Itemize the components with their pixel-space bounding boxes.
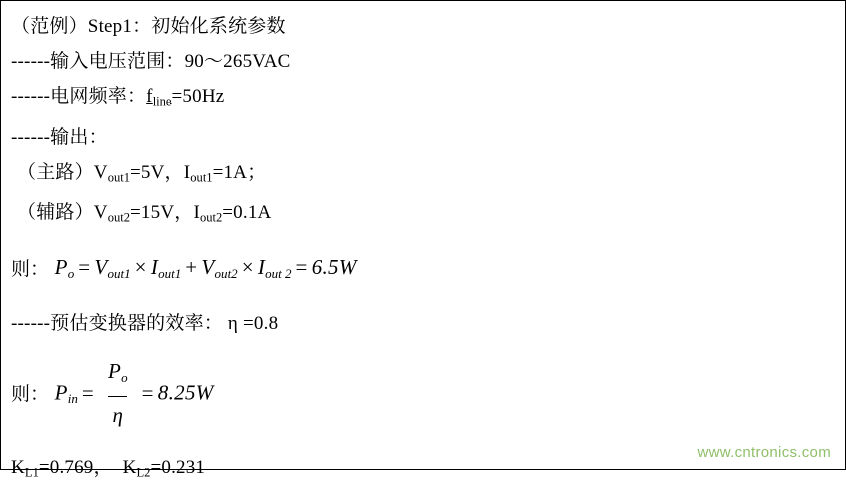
line-title: （范例）Step1：初始化系统参数: [11, 16, 286, 37]
grid-frequency-symbol: $f_{line}$: [146, 86, 172, 109]
equation-output-power-expression: $P_o = V_{out1} \times I_{out1} + V_{out2} \times I_{out 2} = 6.5W$: [49, 254, 357, 281]
equation-output-power-lead: 则：: [11, 259, 50, 281]
grid-frequency-value: =50Hz: [171, 86, 225, 107]
grid-frequency-prefix: ------电网频率：: [11, 86, 147, 107]
line-grid-frequency: [11, 79, 835, 120]
fraction-po-over-eta: $\frac{P_o}{\eta}$: [104, 354, 132, 433]
line-input-voltage-range: ------输入电压范围：90～265VAC: [11, 51, 291, 72]
watermark: www.cntronics.com: [697, 444, 831, 461]
equation-input-power-expression: $P_{in}$ = $\frac{P_o}{\eta}$ = 8.25W: [49, 355, 214, 434]
line-output-heading: ------输出：: [11, 126, 108, 148]
equation-input-power: [11, 355, 835, 434]
equation-input-power-lead: 则：: [11, 384, 50, 406]
line-k-values: $K_{L1}=0.769$， $K_{L2}=0.231$: [11, 457, 206, 480]
line-main-output: （主路）$V_{out1}=5V$，$I_{out1}=1A$；: [17, 161, 267, 184]
line-aux-output: （辅路）$V_{out2}=15V$，$I_{out2}=0.1A$: [17, 202, 272, 225]
equation-output-power: [11, 250, 835, 291]
document-content: [11, 9, 835, 491]
line-efficiency: ------预估变换器的效率： η =0.8: [11, 313, 279, 335]
